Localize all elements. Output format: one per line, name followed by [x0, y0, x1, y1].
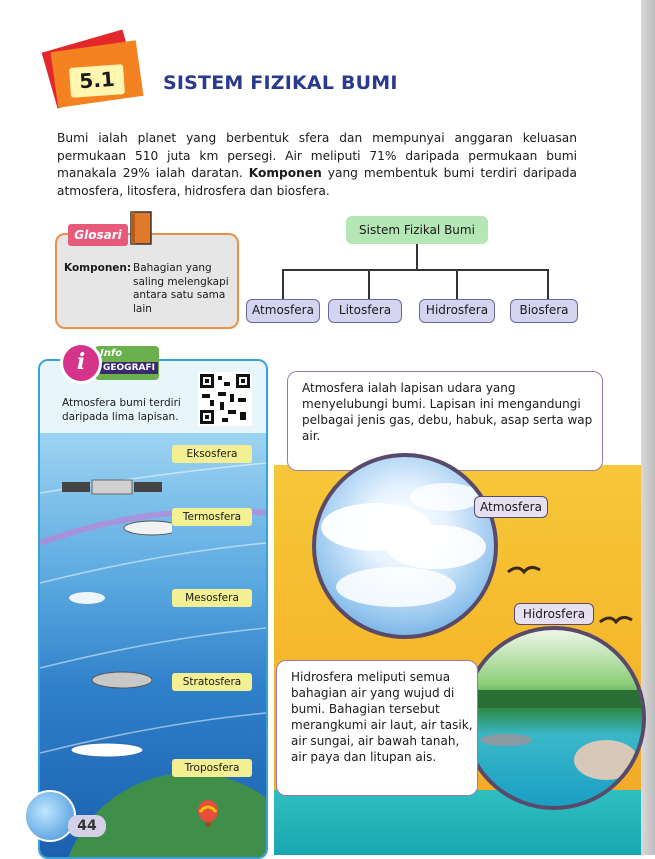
- section-number: 5.1: [78, 66, 116, 94]
- satellite-and-aircraft-illustration: [62, 470, 172, 770]
- info-icon: i: [60, 342, 102, 384]
- diagram-node-hidrosfera: Hidrosfera: [419, 299, 495, 323]
- layer-troposfera: Troposfera: [172, 759, 252, 777]
- intro-text-2: yang membentuk bumi terdiri daripada atmosfera, litosfera, hidrosfera dan biosfera.: [57, 166, 577, 198]
- connector: [282, 269, 284, 299]
- intro-bold-term: Komponen: [248, 166, 322, 180]
- glossary-tag: Glosari: [68, 224, 128, 246]
- hidrosfera-description: Hidrosfera meliputi semua bahagian air yang wujud di bumi. Bahagian tersebut merangkumi air laut, air tasik, air sungai, air bawah tanah, air paya dan litupan ais.: [276, 660, 478, 796]
- connector: [368, 269, 370, 299]
- layer-termosfera: Termosfera: [172, 508, 252, 526]
- layer-mesosfera: Mesosfera: [172, 589, 252, 607]
- info-label: Info: [100, 348, 123, 359]
- connector: [416, 244, 418, 270]
- qr-code-icon[interactable]: [198, 372, 252, 426]
- diagram-node-litosfera: Litosfera: [328, 299, 402, 323]
- globe-icon: [24, 790, 76, 842]
- atmosfera-description: Atmosfera ialah lapisan udara yang menyelubungi bumi. Lapisan ini mengandungi pelbagai jenis gas, debu, habuk, asap serta wap air.: [287, 371, 603, 471]
- section-title: SISTEM FIZIKAL BUMI: [163, 72, 398, 94]
- atmosfera-label: Atmosfera: [474, 496, 548, 518]
- connector: [547, 269, 549, 299]
- glossary-term: Komponen:: [64, 262, 132, 274]
- geografi-label: GEOGRAFI: [100, 362, 158, 374]
- hidrosfera-photo: [462, 626, 646, 810]
- glossary-definition: Bahagian yang saling melengkapi antara satu sama lain: [133, 262, 229, 315]
- page-number: 44: [68, 815, 106, 837]
- diagram-node-atmosfera: Atmosfera: [246, 299, 320, 323]
- atmosfera-photo: [312, 453, 498, 639]
- intro-text-1: Bumi ialah planet yang berbentuk sfera dan mempunyai anggaran keluasan permukaan 510 juta km persegi. Air meliputi 71% daripada permukaan bumi manakala 29% ialah daratan.: [57, 131, 577, 180]
- info-text: Atmosfera bumi terdiri daripada lima lapisan.: [62, 397, 181, 423]
- connector: [282, 269, 548, 271]
- diagram-node-biosfera: Biosfera: [510, 299, 578, 323]
- hidrosfera-label: Hidrosfera: [514, 603, 594, 625]
- layer-stratosfera: Stratosfera: [172, 673, 252, 691]
- diagram-root: Sistem Fizikal Bumi: [346, 216, 488, 244]
- connector: [456, 269, 458, 299]
- section-badge: [40, 34, 150, 114]
- book-icon: [128, 210, 154, 246]
- intro-paragraph: [57, 130, 577, 200]
- hot-air-balloon-icon: [196, 800, 220, 830]
- layer-eksosfera: Eksosfera: [172, 445, 252, 463]
